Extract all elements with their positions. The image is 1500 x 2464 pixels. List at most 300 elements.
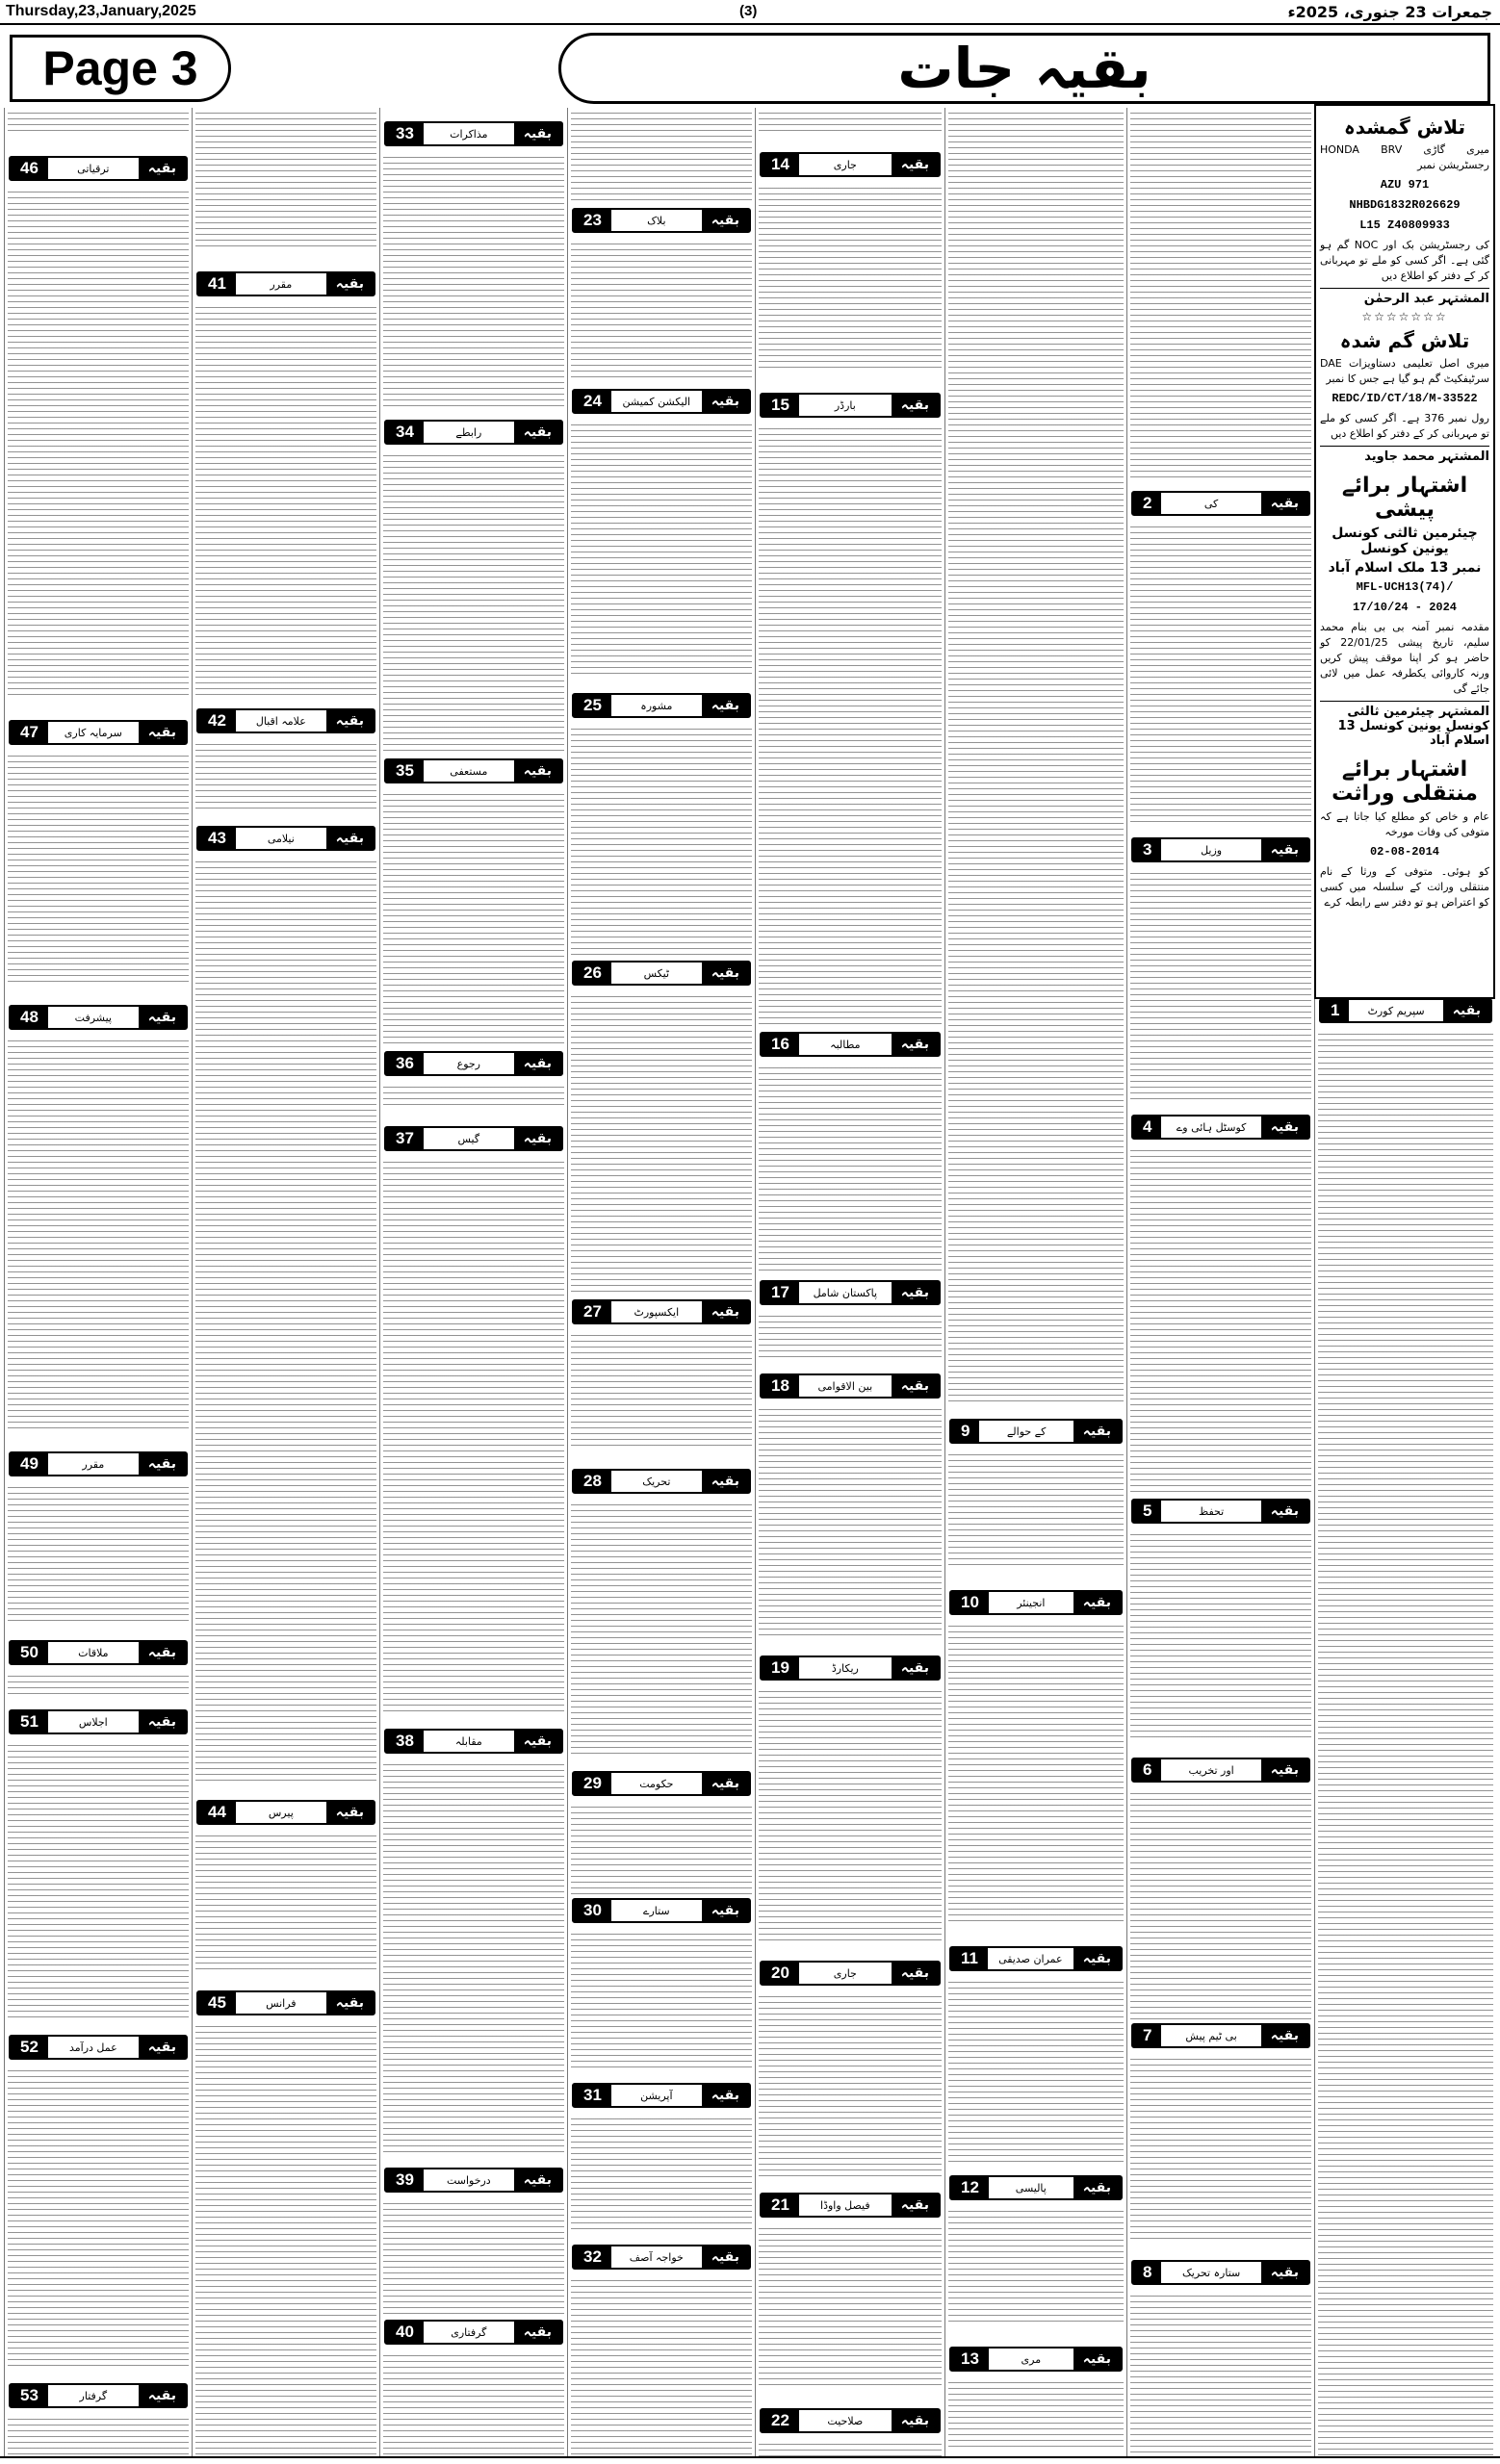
body-text-block: [948, 2379, 1124, 2402]
body-text-block: [1130, 2079, 1311, 2102]
body-text-block: [383, 1159, 564, 1182]
body-text-block: [571, 2300, 752, 2323]
body-text-block: [759, 1180, 942, 1203]
body-text-block: [8, 304, 189, 327]
body-text-block: [759, 841, 942, 864]
page-header: [0, 29, 1500, 108]
body-text-block: [383, 1084, 564, 1107]
body-text-block: [383, 1367, 564, 1390]
continuation-number: 2: [1133, 493, 1161, 514]
body-text-block: [571, 1617, 752, 1640]
continuation-number: 40: [386, 2322, 424, 2343]
continuation-label: بقیہ: [139, 2037, 186, 2058]
continuation-label: بقیہ: [326, 710, 374, 732]
continuation-number: 48: [11, 1007, 48, 1028]
body-text-block: [571, 356, 752, 379]
body-text-block: [1130, 1032, 1311, 1055]
body-text-block: [759, 472, 942, 495]
body-text-block: [948, 1521, 1124, 1544]
body-text-block: [1318, 1839, 1493, 1862]
notice-text: مقدمہ نمبر آمنہ بی بی بنام محمد سلیم، تاریخ پیشی 22/01/25 کو حاضر ہو کر اپنا موقف پیش کریں ورنہ کاروائی یکطرفہ عمل میں لائی جائے گی: [1320, 621, 1489, 695]
continuation-number: 14: [762, 154, 799, 175]
body-text-block: [195, 1367, 376, 1390]
continuation-box-30: [572, 1898, 751, 1923]
body-text-block: [571, 1571, 752, 1594]
body-text-block: [759, 887, 942, 911]
continuation-label: بقیہ: [892, 395, 939, 416]
body-text-block: [195, 1505, 376, 1528]
body-text-block: [1130, 1693, 1311, 1716]
continuation-label: بقیہ: [326, 1992, 374, 2014]
body-text-block: [759, 1734, 942, 1758]
body-text-block: [948, 1854, 1124, 1877]
body-text-block: [1130, 295, 1311, 318]
continuation-slug: کے حوالے: [1006, 1424, 1047, 1438]
body-text-block: [1130, 1952, 1311, 1975]
body-text-block: [8, 1484, 189, 1507]
continuation-box-6: [1131, 1758, 1310, 1783]
page-title: بقیہ جات: [558, 33, 1490, 104]
body-text-block: [571, 1401, 752, 1424]
body-text-block: [195, 397, 376, 420]
body-text-block: [195, 133, 376, 156]
continuation-slug: تحریک: [642, 1475, 671, 1488]
continuation-number: 11: [951, 1948, 988, 1969]
body-text-block: [571, 2370, 752, 2393]
body-text-block: [759, 1758, 942, 1781]
continuation-number: 34: [386, 422, 424, 443]
body-text-block: [1130, 1531, 1311, 1554]
continuation-label: بقیہ: [892, 1034, 939, 1055]
body-text-block: [8, 397, 189, 420]
body-text-block: [571, 2162, 752, 2185]
continuation-box-44: [196, 1800, 375, 1825]
continuation-number: 19: [762, 1657, 799, 1679]
body-text-block: [1318, 1193, 1493, 1216]
body-text-block: [948, 1242, 1124, 1265]
continuation-number: 22: [762, 2410, 799, 2431]
continuation-slug: مشورہ: [640, 699, 673, 712]
body-text-block: [759, 2341, 942, 2364]
body-text-block: [195, 1759, 376, 1783]
body-text-block: [8, 799, 189, 822]
body-text-block: [1130, 2194, 1311, 2218]
continuation-slug: بارڈر: [834, 398, 856, 412]
body-text-block: [8, 1222, 189, 1245]
body-text-block: [759, 1157, 942, 1180]
body-text-block: [571, 1201, 752, 1224]
body-text-block: [195, 674, 376, 697]
body-text-block: [8, 373, 189, 397]
body-text-block: [948, 1172, 1124, 1195]
body-text-block: [759, 1711, 942, 1734]
body-text-block: [571, 2416, 752, 2439]
continuation-slug: علامہ اقبال: [255, 714, 306, 728]
continuation-box-20: [760, 1961, 941, 1986]
body-text-block: [948, 433, 1124, 456]
body-text-block: [195, 787, 376, 810]
body-text-block: [8, 914, 189, 937]
body-text-block: [195, 2092, 376, 2116]
body-text-block: [383, 860, 564, 884]
body-text-block: [383, 907, 564, 930]
body-text-block: [8, 327, 189, 350]
body-text-block: [571, 287, 752, 310]
body-text-block: [948, 1034, 1124, 1057]
body-text-block: [195, 2023, 376, 2046]
body-text-block: [383, 2015, 564, 2039]
body-text-block: [195, 1856, 376, 1879]
found-title: تلاش گم شدہ: [1339, 329, 1470, 352]
body-text-block: [948, 110, 1124, 133]
body-text-block: [383, 154, 564, 177]
body-text-block: [1318, 1747, 1493, 1770]
body-text-block: [1130, 593, 1311, 616]
continuation-label: بقیہ: [326, 273, 374, 295]
body-text-block: [8, 1904, 189, 1927]
body-text-block: [759, 449, 942, 472]
body-text-block: [571, 1804, 752, 1827]
body-text-block: [8, 1292, 189, 1315]
body-text-block: [759, 818, 942, 841]
body-text-block: [383, 1205, 564, 1228]
body-text-block: [383, 1297, 564, 1321]
body-text-block: [948, 526, 1124, 549]
body-text-block: [571, 1850, 752, 1873]
body-text-block: [1130, 1578, 1311, 1601]
continuation-label: بقیہ: [1261, 1116, 1308, 1138]
continuation-slug: پیشرفت: [74, 1011, 112, 1024]
body-text-block: [195, 1690, 376, 1713]
continuation-box-49: [9, 1451, 188, 1476]
body-text-block: [1318, 1077, 1493, 1100]
body-text-block: [571, 445, 752, 468]
lost-chassis: NHBDG1832R026629: [1349, 198, 1461, 212]
body-text-block: [571, 993, 752, 1016]
continuation-box-24: [572, 389, 751, 414]
body-text-block: [195, 581, 376, 604]
body-text-block: [948, 318, 1124, 341]
body-text-block: [195, 2185, 376, 2208]
continuation-slug: درخواست: [446, 2173, 491, 2187]
body-text-block: [759, 1336, 942, 1359]
body-text-block: [195, 1113, 376, 1136]
continuation-slug: بلاک: [647, 214, 666, 227]
continuation-slug: کوسٹل ہائی وے: [1176, 1120, 1247, 1134]
continuation-label: بقیہ: [892, 1963, 939, 1984]
body-text-block: [1318, 1100, 1493, 1123]
body-text-block: [195, 651, 376, 674]
body-text-block: [571, 514, 752, 537]
lost-text: میری گاڑی HONDA BRV رجسٹریشن نمبر: [1320, 143, 1489, 171]
body-text-block: [759, 2109, 942, 2132]
body-text-block: [759, 1203, 942, 1226]
body-text-block: [1130, 341, 1311, 364]
body-text-block: [571, 2393, 752, 2416]
body-text-block: [948, 757, 1124, 780]
body-text-block: [1130, 1147, 1311, 1170]
continuation-number: 5: [1133, 1501, 1161, 1522]
body-text-block: [383, 177, 564, 200]
continuation-box-38: [384, 1729, 563, 1754]
body-text-block: [383, 385, 564, 408]
body-text-block: [1318, 1054, 1493, 1077]
body-text-block: [571, 1594, 752, 1617]
body-text-block: [1130, 2362, 1311, 2385]
body-text-block: [948, 1195, 1124, 1219]
text-column: [567, 108, 755, 2456]
body-text-block: [571, 1224, 752, 1247]
body-text-block: [1318, 2324, 1493, 2348]
continuation-number: 21: [762, 2194, 799, 2216]
body-text-block: [1130, 1813, 1311, 1836]
body-text-block: [8, 2067, 189, 2091]
body-text-block: [383, 2399, 564, 2422]
body-text-block: [571, 2323, 752, 2347]
body-text-block: [8, 1361, 189, 1384]
body-text-block: [571, 653, 752, 676]
continuation-box-37: [384, 1126, 563, 1151]
body-text-block: [1318, 1701, 1493, 1724]
body-text-block: [759, 2155, 942, 2178]
continuation-number: 18: [762, 1375, 799, 1397]
heir-date: 02-08-2014: [1369, 845, 1439, 859]
continuation-number: 3: [1133, 839, 1161, 860]
continuation-label: بقیہ: [514, 123, 561, 144]
continuation-slug: فیصل واوڈا: [820, 2198, 870, 2212]
body-text-block: [195, 1879, 376, 1902]
body-text-block: [571, 1686, 752, 1709]
body-text-block: [1318, 2255, 1493, 2278]
body-text-block: [1130, 1332, 1311, 1355]
continuation-number: 47: [11, 722, 48, 743]
continuation-slug: گیس: [457, 1132, 480, 1145]
continuation-label: بقیہ: [514, 1128, 561, 1149]
continuation-slug: رابطے: [455, 425, 482, 439]
body-text-block: [948, 664, 1124, 687]
body-text-block: [1318, 2093, 1493, 2117]
continuation-box-18: [760, 1373, 941, 1399]
body-text-block: [571, 1355, 752, 1378]
body-text-block: [8, 845, 189, 868]
body-text-block: [195, 1552, 376, 1575]
body-text-block: [571, 2208, 752, 2231]
body-text-block: [571, 1424, 752, 1448]
body-text-block: [1318, 1585, 1493, 1608]
body-text-block: [195, 2300, 376, 2323]
body-text-block: [195, 1251, 376, 1274]
body-text-block: [1318, 1400, 1493, 1424]
body-text-block: [759, 2318, 942, 2341]
continuation-number: 31: [574, 2085, 611, 2106]
continuation-number: 46: [11, 158, 48, 179]
body-text-block: [195, 1644, 376, 1667]
body-text-block: [1318, 2140, 1493, 2163]
body-text-block: [8, 776, 189, 799]
continuation-label: بقیہ: [514, 1053, 561, 1074]
body-text-block: [1130, 225, 1311, 248]
body-text-block: [1318, 2209, 1493, 2232]
body-text-block: [383, 1923, 564, 1946]
body-text-block: [195, 2231, 376, 2254]
body-text-block: [8, 1315, 189, 1338]
body-text-block: [1318, 1608, 1493, 1631]
body-text-block: [8, 110, 189, 133]
body-text-block: [571, 772, 752, 795]
body-text-block: [1130, 1647, 1311, 1670]
continuation-label: بقیہ: [514, 1731, 561, 1752]
body-text-block: [1130, 1716, 1311, 1739]
continuation-label: بقیہ: [1073, 1421, 1121, 1442]
body-text-block: [195, 741, 376, 764]
continuation-slug: مقرر: [270, 277, 293, 291]
advertiser-2: [1320, 446, 1489, 464]
body-text-block: [948, 1877, 1124, 1900]
body-text-block: [571, 1525, 752, 1548]
body-text-block: [1130, 962, 1311, 986]
body-text-block: [571, 1378, 752, 1401]
continuation-label: بقیہ: [139, 1453, 186, 1475]
found-text-2: رول نمبر 376 ہے۔ اگر کسی کو ملے تو مہربانی کر کے دفتر کو اطلاع دیں: [1320, 412, 1489, 440]
body-text-block: [8, 1384, 189, 1407]
body-text-block: [383, 953, 564, 976]
body-text-block: [948, 456, 1124, 479]
columns-area: [4, 108, 1496, 2456]
body-text-block: [383, 1854, 564, 1877]
body-text-block: [1130, 732, 1311, 755]
body-text-block: [571, 1548, 752, 1571]
continuation-label: بقیہ: [514, 422, 561, 443]
continuation-number: 30: [574, 1900, 611, 1921]
body-text-block: [383, 475, 564, 499]
body-text-block: [948, 1669, 1124, 1692]
body-text-block: [759, 2364, 942, 2387]
body-text-block: [195, 2208, 376, 2231]
body-text-block: [948, 918, 1124, 941]
body-text-block: [383, 837, 564, 860]
body-text-block: [383, 1969, 564, 1992]
body-text-block: [948, 2231, 1124, 2254]
body-text-block: [759, 323, 942, 346]
continuation-slug: وزیل: [1201, 843, 1223, 857]
body-text-block: [1130, 1471, 1311, 1494]
body-text-block: [1130, 524, 1311, 547]
body-text-block: [759, 1896, 942, 1919]
body-text-block: [383, 2131, 564, 2154]
body-text-block: [383, 223, 564, 246]
body-text-block: [1130, 2102, 1311, 2125]
body-text-block: [383, 2375, 564, 2399]
body-text-block: [8, 1858, 189, 1881]
body-text-block: [8, 868, 189, 891]
continuation-slug: گرفتاری: [451, 2325, 487, 2339]
body-text-block: [1318, 1539, 1493, 1562]
continuation-number: 15: [762, 395, 799, 416]
body-text-block: [195, 1621, 376, 1644]
continuation-number: 33: [386, 123, 424, 144]
body-text-block: [383, 1992, 564, 2015]
body-text-block: [759, 1065, 942, 1088]
divider-stars-1: ☆☆☆☆☆☆☆: [1361, 310, 1448, 323]
continuation-slug: مقابلہ: [454, 1734, 482, 1748]
continuation-number: 12: [951, 2177, 989, 2198]
body-text-block: [948, 479, 1124, 502]
body-text-block: [8, 489, 189, 512]
body-text-block: [948, 549, 1124, 572]
body-text-block: [195, 350, 376, 373]
body-text-block: [571, 2116, 752, 2139]
body-text-block: [759, 1827, 942, 1850]
continuation-label: بقیہ: [514, 760, 561, 782]
body-text-block: [1318, 1932, 1493, 1955]
body-text-block: [1130, 179, 1311, 202]
body-text-block: [1130, 1055, 1311, 1078]
continuation-slug: سرمایہ کاری: [64, 726, 122, 739]
body-text-block: [195, 512, 376, 535]
body-text-block: [8, 420, 189, 443]
body-text-block: [759, 1134, 942, 1157]
body-text-block: [195, 2254, 376, 2277]
continuation-label: بقیہ: [892, 2410, 939, 2431]
body-text-block: [571, 606, 752, 629]
body-text-block: [1130, 755, 1311, 778]
body-text-block: [571, 1016, 752, 1040]
continuation-slug: ستارہ تحریک: [1181, 2266, 1241, 2279]
body-text-block: [759, 564, 942, 587]
body-text-block: [948, 780, 1124, 803]
body-text-block: [1130, 1194, 1311, 1217]
continuation-number: 6: [1133, 1759, 1161, 1781]
body-text-block: [759, 1313, 942, 1336]
body-text-block: [571, 1040, 752, 1063]
continuation-number: 43: [198, 828, 236, 849]
continuation-label: بقیہ: [139, 1007, 186, 1028]
body-text-block: [8, 753, 189, 776]
continuation-number: 29: [574, 1773, 611, 1794]
body-text-block: [383, 316, 564, 339]
body-text-block: [8, 2275, 189, 2298]
continuation-slug: عمران صدیقی: [998, 1952, 1063, 1965]
body-text-block: [948, 1103, 1124, 1126]
body-text-block: [1130, 2316, 1311, 2339]
lost-engine: L15 Z40809933: [1359, 218, 1450, 232]
body-text-block: [383, 2039, 564, 2062]
body-text-block: [948, 1451, 1124, 1475]
continuation-label: بقیہ: [139, 158, 186, 179]
body-text-block: [1130, 1906, 1311, 1929]
body-text-block: [195, 928, 376, 951]
body-text-block: [383, 1877, 564, 1900]
body-text-block: [571, 1132, 752, 1155]
body-text-block: [948, 387, 1124, 410]
body-text-block: [8, 2091, 189, 2114]
continuation-label: بقیہ: [139, 2385, 186, 2406]
body-text-block: [383, 791, 564, 814]
body-text-block: [383, 706, 564, 730]
body-text-block: [8, 2229, 189, 2252]
body-text-block: [571, 1663, 752, 1686]
body-text-block: [1130, 248, 1311, 271]
body-text-block: [383, 591, 564, 614]
body-text-block: [383, 2246, 564, 2270]
advertiser-name-1: عبد الرحمٰن: [1363, 292, 1435, 306]
continuation-box-32: [572, 2245, 751, 2270]
body-text-block: [1130, 685, 1311, 708]
found-text: میری اصل تعلیمی دستاویزات DAE سرٹیفکیٹ گم ہو گیا ہے جس کا نمبر: [1320, 357, 1489, 385]
continuation-label: بقیہ: [1073, 1948, 1121, 1969]
body-text-block: [383, 2085, 564, 2108]
body-text-block: [1318, 2186, 1493, 2209]
